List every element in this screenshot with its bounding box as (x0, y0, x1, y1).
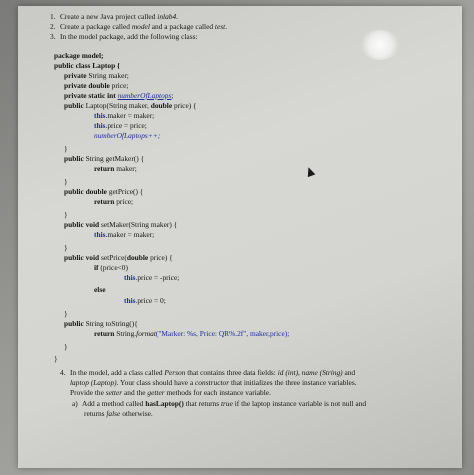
code-text: maker; (114, 164, 137, 173)
code-line: } (64, 243, 68, 252)
keyword: this (94, 121, 106, 130)
step-4a-line-2 (84, 409, 153, 418)
code-text: setPrice( (99, 253, 127, 262)
field-id: id (int) (277, 368, 299, 377)
code-text: .price = -price; (135, 273, 180, 282)
step-4-line-2 (70, 378, 357, 387)
step-text: that returns (183, 399, 221, 408)
code-text: String. (114, 329, 137, 338)
light-glare (360, 30, 400, 60)
code-text: price; (109, 81, 129, 90)
step-text: and (342, 368, 356, 377)
code-line (64, 319, 138, 328)
code-text: String maker; (86, 71, 129, 80)
code-line (94, 164, 137, 173)
code-text: setMaker(String maker) { (99, 220, 178, 229)
step-tail: . (225, 22, 228, 31)
code-line (64, 101, 197, 110)
step-text: Create a new Java project called (60, 12, 158, 21)
literal-false: false (106, 409, 121, 418)
step-4 (60, 368, 355, 377)
code-line (124, 273, 179, 282)
code-line: public class Laptop { (54, 61, 120, 70)
keyword: public (64, 154, 84, 163)
code-text: (price<0) (98, 263, 128, 272)
step-text: and a package called (149, 22, 215, 31)
field-laptop: laptop (Laptop) (70, 378, 117, 387)
step-text: otherwise. (120, 409, 153, 418)
method-name: format (136, 329, 156, 338)
code-text: .price = 0; (135, 296, 166, 305)
code-line (64, 253, 173, 262)
keyword: private static int (64, 91, 118, 100)
code-text: price) { (148, 253, 173, 262)
code-line (124, 296, 166, 305)
keyword: this (124, 273, 136, 282)
code-line (94, 230, 154, 239)
keyword: double (126, 253, 149, 262)
code-line: } (64, 309, 68, 318)
code-line (94, 263, 128, 272)
code-line: package model; (54, 51, 104, 60)
step-text: Create a package called (60, 22, 132, 31)
code-text: .maker = maker; (105, 111, 155, 120)
code-line (94, 111, 154, 120)
package-test: test (214, 22, 226, 31)
keyword: double (150, 101, 173, 110)
step-text: and the (122, 388, 148, 397)
literal-true: true (220, 399, 233, 408)
code-line (64, 187, 143, 196)
step-3 (50, 32, 198, 41)
code-text: String toString(){ (83, 319, 138, 328)
code-line (64, 154, 144, 163)
code-line: } (54, 354, 58, 363)
keyword: public double (64, 187, 107, 196)
keyword: private double (64, 81, 110, 90)
code-text: price) { (172, 101, 197, 110)
code-line: } (64, 144, 68, 153)
setter-term: setter (105, 388, 123, 397)
code-text: .maker = maker; (105, 230, 155, 239)
step-text: methods for each instance variable. (164, 388, 271, 397)
step-2 (50, 22, 227, 31)
code-line (64, 71, 129, 80)
keyword: this (94, 230, 106, 239)
code-line (94, 197, 133, 206)
code-text: Laptop(String maker, (83, 101, 151, 110)
keyword: return (94, 197, 115, 206)
field-name: name (String) (301, 368, 343, 377)
constructor-term: constructor (195, 378, 230, 387)
step-1 (50, 12, 178, 21)
step-number: 3. (50, 32, 56, 41)
step-text: In the model package, add the following class: (60, 32, 198, 41)
step-text: In the model, add a class called (70, 368, 165, 377)
step-number: 1. (50, 12, 56, 21)
step-text: returns (84, 409, 107, 418)
getter-term: getter (147, 388, 165, 397)
code-line (94, 329, 289, 338)
keyword: if (94, 263, 99, 272)
keyword: public void (64, 253, 100, 262)
code-text: price; (114, 197, 134, 206)
keyword: public (64, 319, 84, 328)
keyword: public (64, 101, 84, 110)
step-number: 2. (50, 22, 56, 31)
code-text: String getMaker() { (83, 154, 145, 163)
keyword: private (64, 71, 87, 80)
code-text: ("Marker: %s, Price: QR%.2f", maker,price); (155, 329, 290, 338)
keyword: this (94, 111, 106, 120)
step-number: 4. (60, 368, 66, 377)
keyword: public void (64, 220, 100, 229)
code-line: private static int numberOfLaptops; (64, 91, 174, 100)
method-name: hasLaptop() (145, 399, 184, 408)
step-4-line-3 (70, 388, 271, 397)
step-text: . Your class should have a (116, 378, 196, 387)
code-line: } (64, 210, 68, 219)
class-name: Person (164, 368, 186, 377)
step-text: that initializes the three instance variables. (229, 378, 357, 387)
step-text: if the laptop instance variable is not null and (232, 399, 367, 408)
step-text: that contains three data fields: (185, 368, 278, 377)
sub-label: a) (72, 399, 78, 408)
code-line: numberOfLaptops++; (94, 131, 161, 140)
code-line: else (94, 285, 106, 294)
package-model: model (131, 22, 150, 31)
project-name: inlab4 (157, 12, 177, 21)
keyword: this (124, 296, 136, 305)
keyword: return (94, 329, 115, 338)
step-4a (72, 399, 366, 408)
step-text: Provide the (70, 388, 106, 397)
keyword: return (94, 164, 115, 173)
code-line (64, 220, 177, 229)
code-line: } (64, 342, 68, 351)
static-field: numberOfLaptops (117, 91, 172, 100)
code-text: getPrice() { (106, 187, 144, 196)
code-line (64, 81, 128, 90)
code-text: .price = price; (105, 121, 147, 130)
code-line: } (64, 177, 68, 186)
step-text: , (298, 368, 302, 377)
code-line (94, 121, 147, 130)
step-tail: . (176, 12, 179, 21)
step-text: Add a method called (82, 399, 146, 408)
